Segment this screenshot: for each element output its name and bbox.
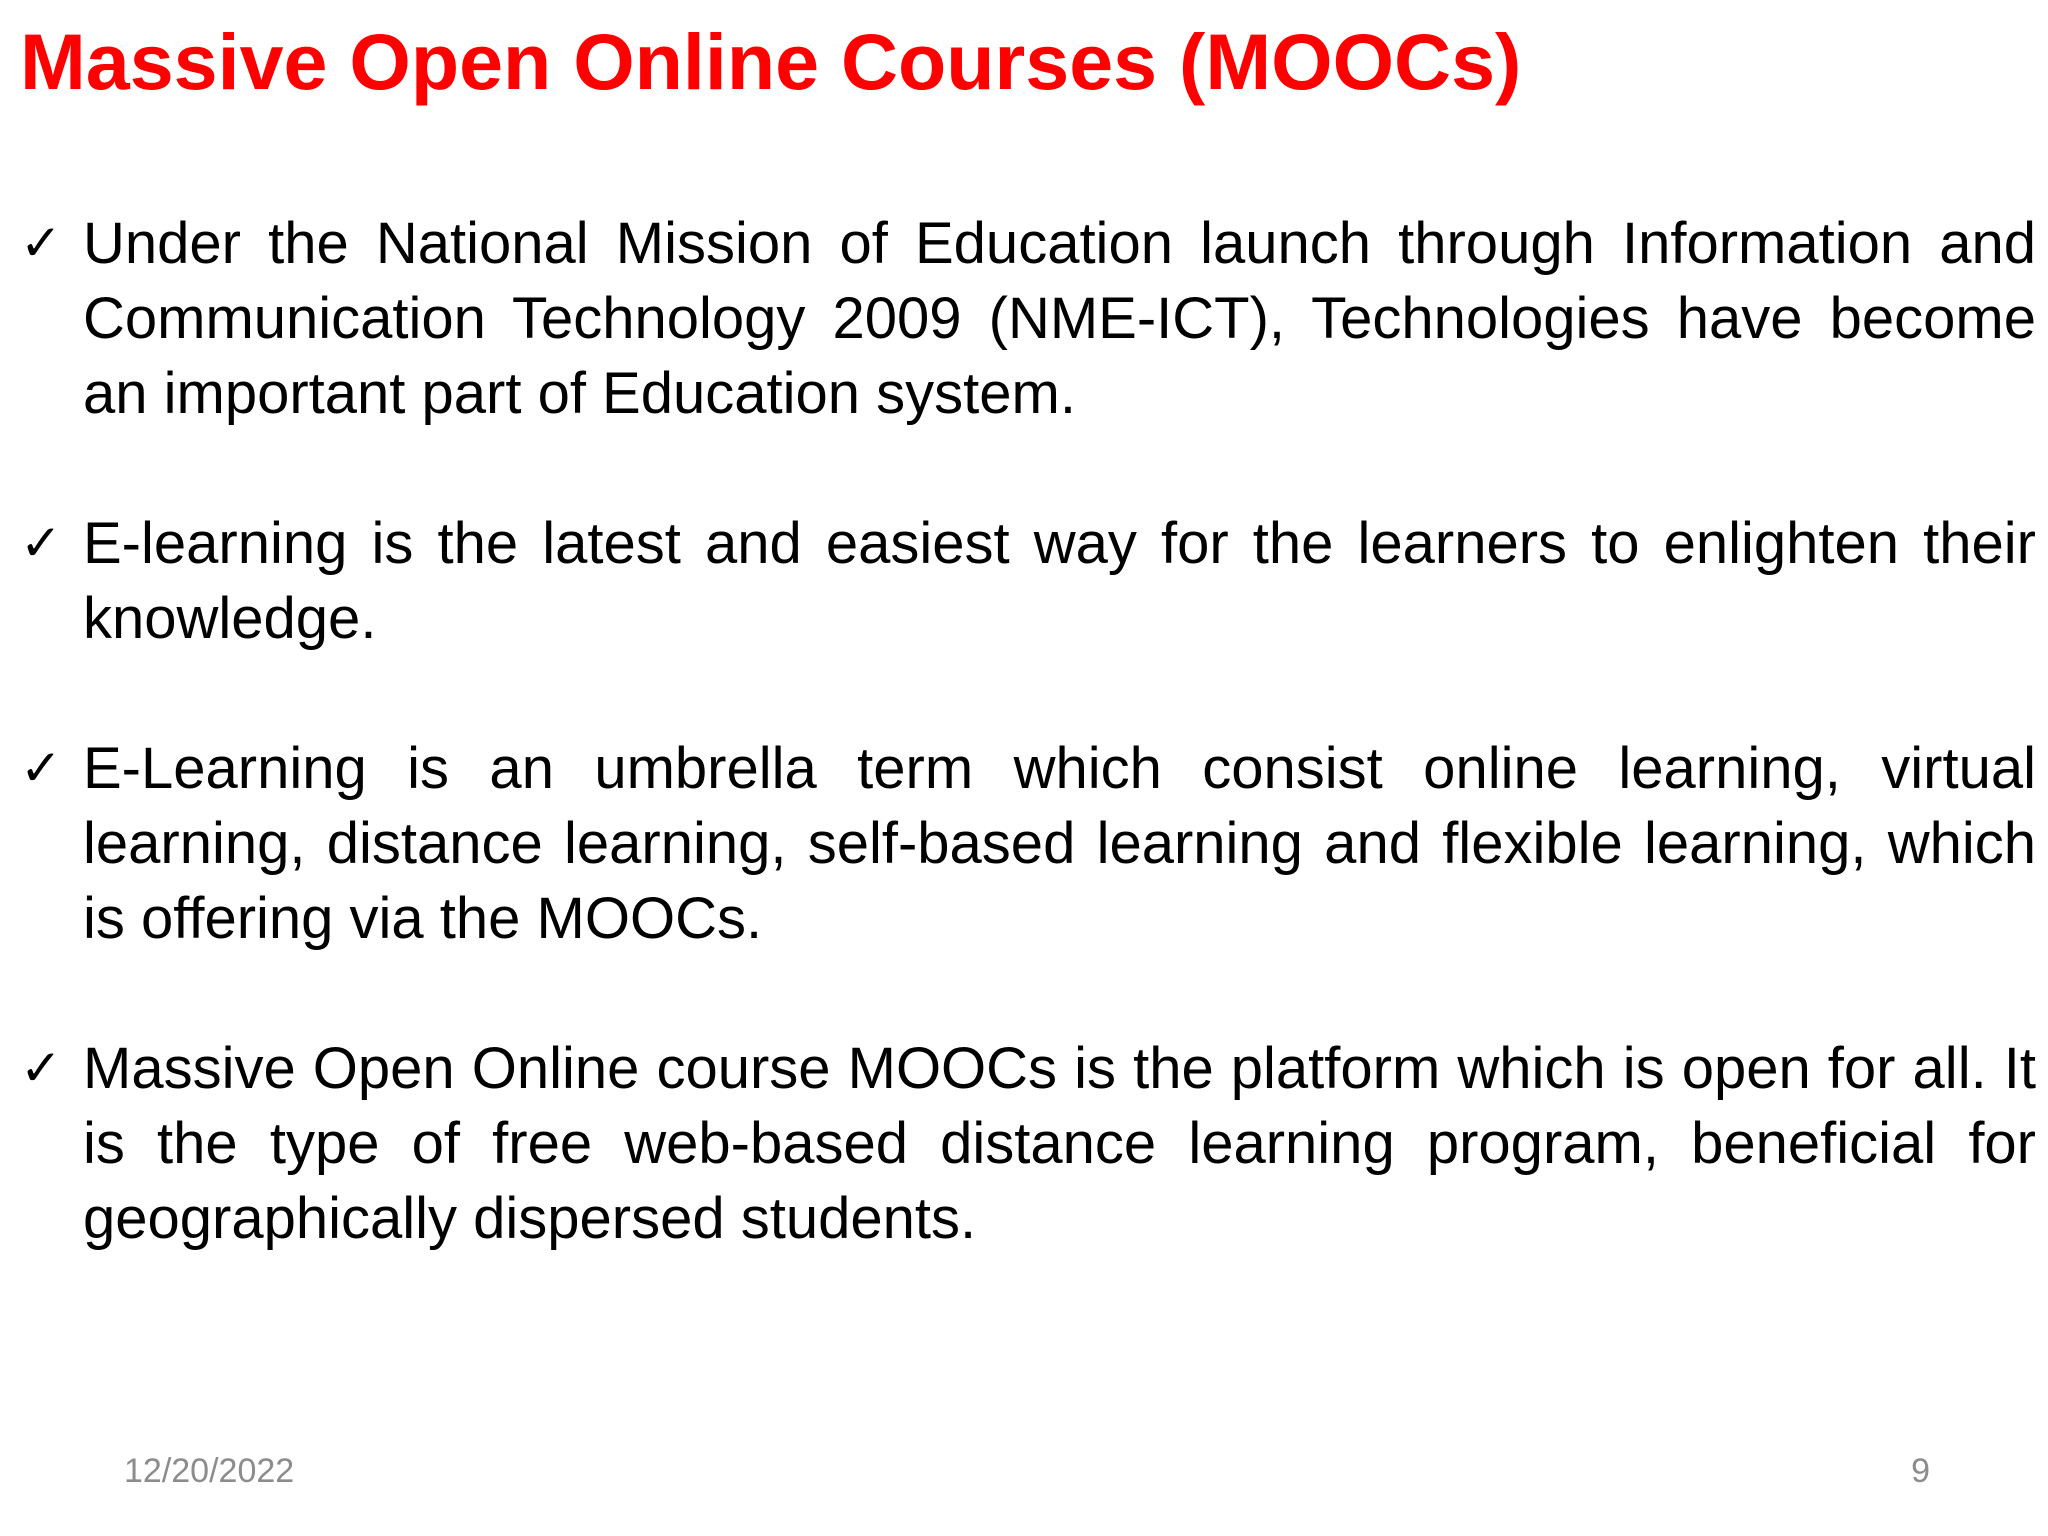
bullet-text: Massive Open Online course MOOCs is the platform which is open for all. It is the type of free web-based distance learning program, beneficial for geographically dispersed students. bbox=[83, 1036, 2036, 1251]
checkmark-icon: ✓ bbox=[20, 214, 62, 272]
checkmark-icon: ✓ bbox=[20, 739, 62, 797]
footer-date: 12/20/2022 bbox=[124, 1452, 295, 1490]
bullet-item bbox=[20, 206, 2036, 431]
checkmark-icon: ✓ bbox=[20, 1039, 62, 1097]
bullet-text: E-learning is the latest and easiest way for the learners to enlighten their knowledge. bbox=[83, 511, 2036, 651]
slide-title: Massive Open Online Courses (MOOCs) bbox=[20, 17, 1522, 106]
bullet-item bbox=[20, 506, 2036, 656]
checkmark-icon: ✓ bbox=[20, 514, 62, 572]
bullet-list bbox=[20, 206, 2036, 1331]
bullet-text: Under the National Mission of Education launch through Information and Communication Technology 2009 (NME-ICT), Technologies have become an important part of Education system. bbox=[83, 211, 2036, 426]
bullet-item bbox=[20, 1031, 2036, 1256]
page-number: 9 bbox=[1911, 1452, 1930, 1490]
bullet-item bbox=[20, 731, 2036, 956]
bullet-text: E-Learning is an umbrella term which consist online learning, virtual learning, distance learning, self-based learning and flexible learning, which is offering via the MOOCs. bbox=[83, 736, 2036, 951]
